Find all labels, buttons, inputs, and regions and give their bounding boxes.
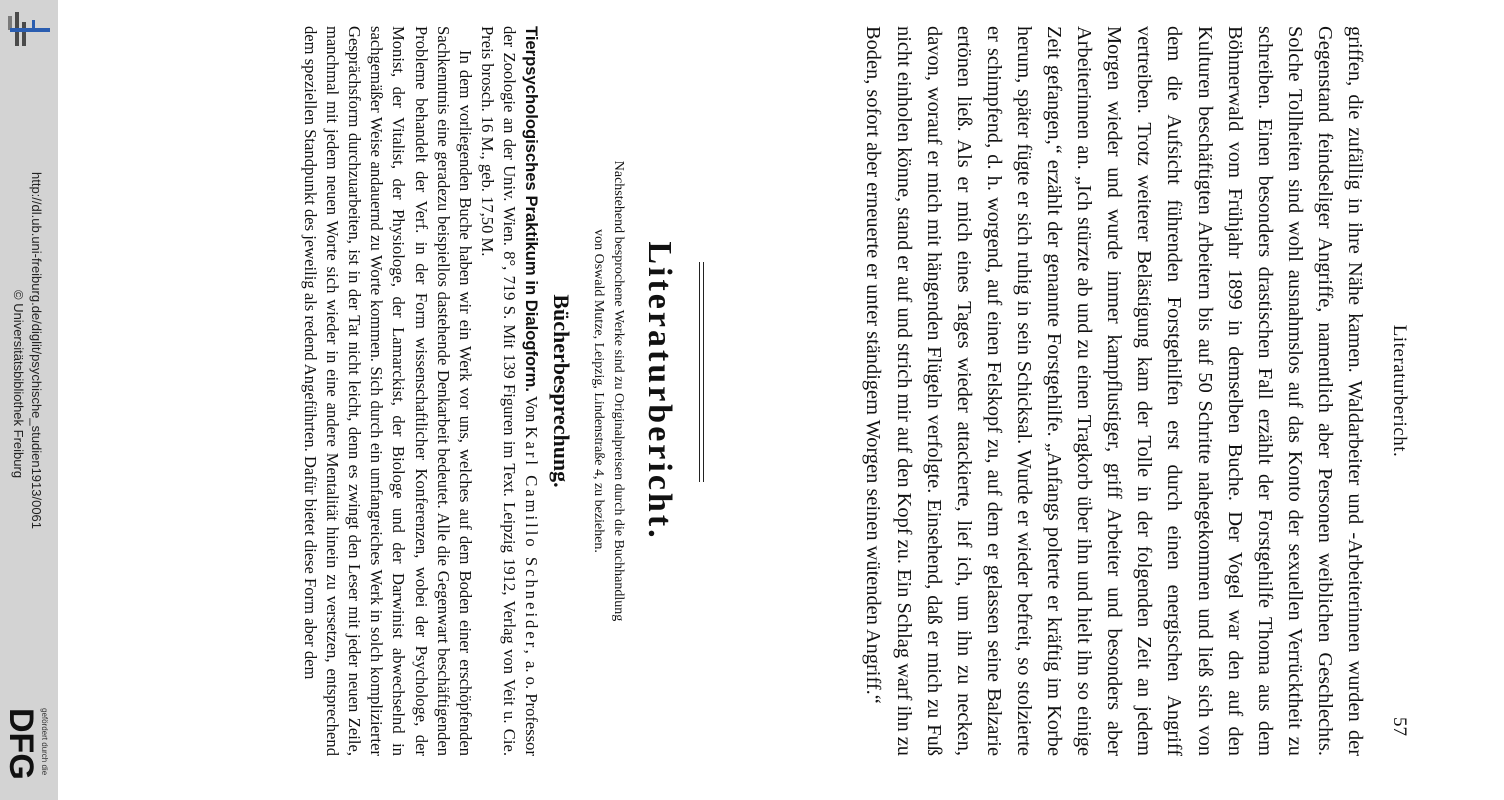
book-review	[299, 26, 542, 756]
book-author-prefix: Von	[522, 395, 541, 423]
review-paragraph: In dem vorliegenden Buche haben wir ein Werk vor uns, welches auf dem Boden einer erschöpfenden Sachkenntnis eine geradezu beispiellos dastehende Denkarbeit bedeutet. Alle die Gegenwart beschäftigenden Probleme behandelt der Verf. in der Form wissenschaftlicher Konferenzen, wobei der Psychologe, der Monist, der Vitalist, der Physiologe, der Lamarckist, der Biologe und der Darwinist abwechselnd in sachgemäßer Weise andauernd zu Worte kommen. Sich durch ein umfangreiches Werk in solch komplizierter Gesprächsform durchzuarbeiten, ist in der Tat nicht leicht, denn es zwingt den Leser mit jeder neuen Zeile, manchmal mit jedem neuen Worte sich wieder in eine andere Mentalität hinein zu versetzen, entsprechend dem speziellen Standpunkt des jeweilig als redend Angeführten. Dafür bietet diese Form aber dem	[301, 26, 475, 756]
section-divider	[703, 262, 704, 482]
continued-article-text	[858, 26, 1370, 756]
funded-by-label: gefördert durch die	[40, 708, 49, 776]
library-logo-icon	[6, 10, 50, 50]
source-url[interactable]: http://dl.ub.uni-freiburg.de/diglit/psychische_studien1913/0061	[29, 172, 44, 530]
sidebar	[0, 0, 58, 800]
running-head	[1384, 26, 1414, 756]
book-citation	[476, 26, 542, 756]
purchase-note-line: von Oswald Mutze, Leipzig, Lindenstraße 4, zu beziehen.	[591, 229, 606, 553]
purchase-note-line: Nachstehend besprochene Werke sind zu Originalpreisen durch die Buchhandlung	[611, 160, 626, 622]
running-title: Literaturbericht.	[1389, 324, 1410, 458]
book-author: Karl Camillo Schneider,	[522, 426, 541, 657]
paragraph: griffen, die zufällig in ihre Nähe kamen. Waldarbeiter und -Arbeiterinnen wurden der Gegenstand feindseliger Angriffe, namentlich aber Personen weiblichen Geschlechts. Solche Tollheiten sind wohl ausnahmslos auf das Konto der sexuellen Verrücktheit zu schreiben. Einen besonders drastischen Fall erzählt der Forstgehilfe Thoma aus dem Böhmerwald vom Frühjahr 1899 in demselben Buche. Der Vogel war den auf den Kulturen beschäftigten Arbeitern bis auf 50 Schritte nahegekommen und ließ sich von dem die Aufsicht führenden Forstgehilfen erst durch einen energischen Angriff vertreiben. Trotz weiterer Belästigung kam der Tolle in der folgenden Zeit an jedem Morgen wieder und wurde immer kampflustiger, griff Arbeiter und besonders aber Arbeiterinnen an. „Ich stürzte ab und zu einen Tragkorb über ihn und hielt ihn so einige Zeit gefangen,“ erzählt der genannte Forstgehilfe. „Anfangs polterte er kräftig im Korbe herum, später fügte er sich ruhig in sein Schicksal. Wurde er wieder befreit, so stolzierte er schimpfend, d. h. worgend, auf einen Felskopf zu, auf dem er gelassen seine Balzarie ertönen ließ. Als er mich eines Tages wieder attackierte, lief ich, um ihn zu necken, davon, worauf er mich mit hängenden Flügeln verfolgte. Einsehend, daß er mich zu Fuß nicht einholen könne, stand er auf und strich mir auf den Kopf zu. Ein Schlag warf ihn zu Boden, sofort aber erneuerte er unter ständigem Worgen seinen wütenden Angriff.“	[862, 26, 1366, 756]
copyright-notice: © Universitätsbibliothek Freiburg	[11, 290, 26, 479]
book-details: a. o. Professor der Zoologie an der Univ. Wien. 8°, 719 S. Mit 139 Figuren im Text. Leipzig 1912, Verlag von Veit u. Cie. Preis brosch. 16 M., geb. 17,50 M.	[477, 26, 541, 757]
book-title: Tierpsychologisches Praktikum in Dialogform.	[522, 26, 541, 392]
page-number: 57	[1389, 717, 1410, 736]
scanned-page	[200, 26, 1414, 756]
subsection-heading: Bücherbesprechung.	[549, 294, 574, 488]
dfg-logo	[4, 706, 38, 790]
purchase-note	[588, 66, 628, 716]
dfg-logo-text: DFG	[2, 708, 40, 780]
section-title: Literaturbericht.	[641, 241, 678, 541]
